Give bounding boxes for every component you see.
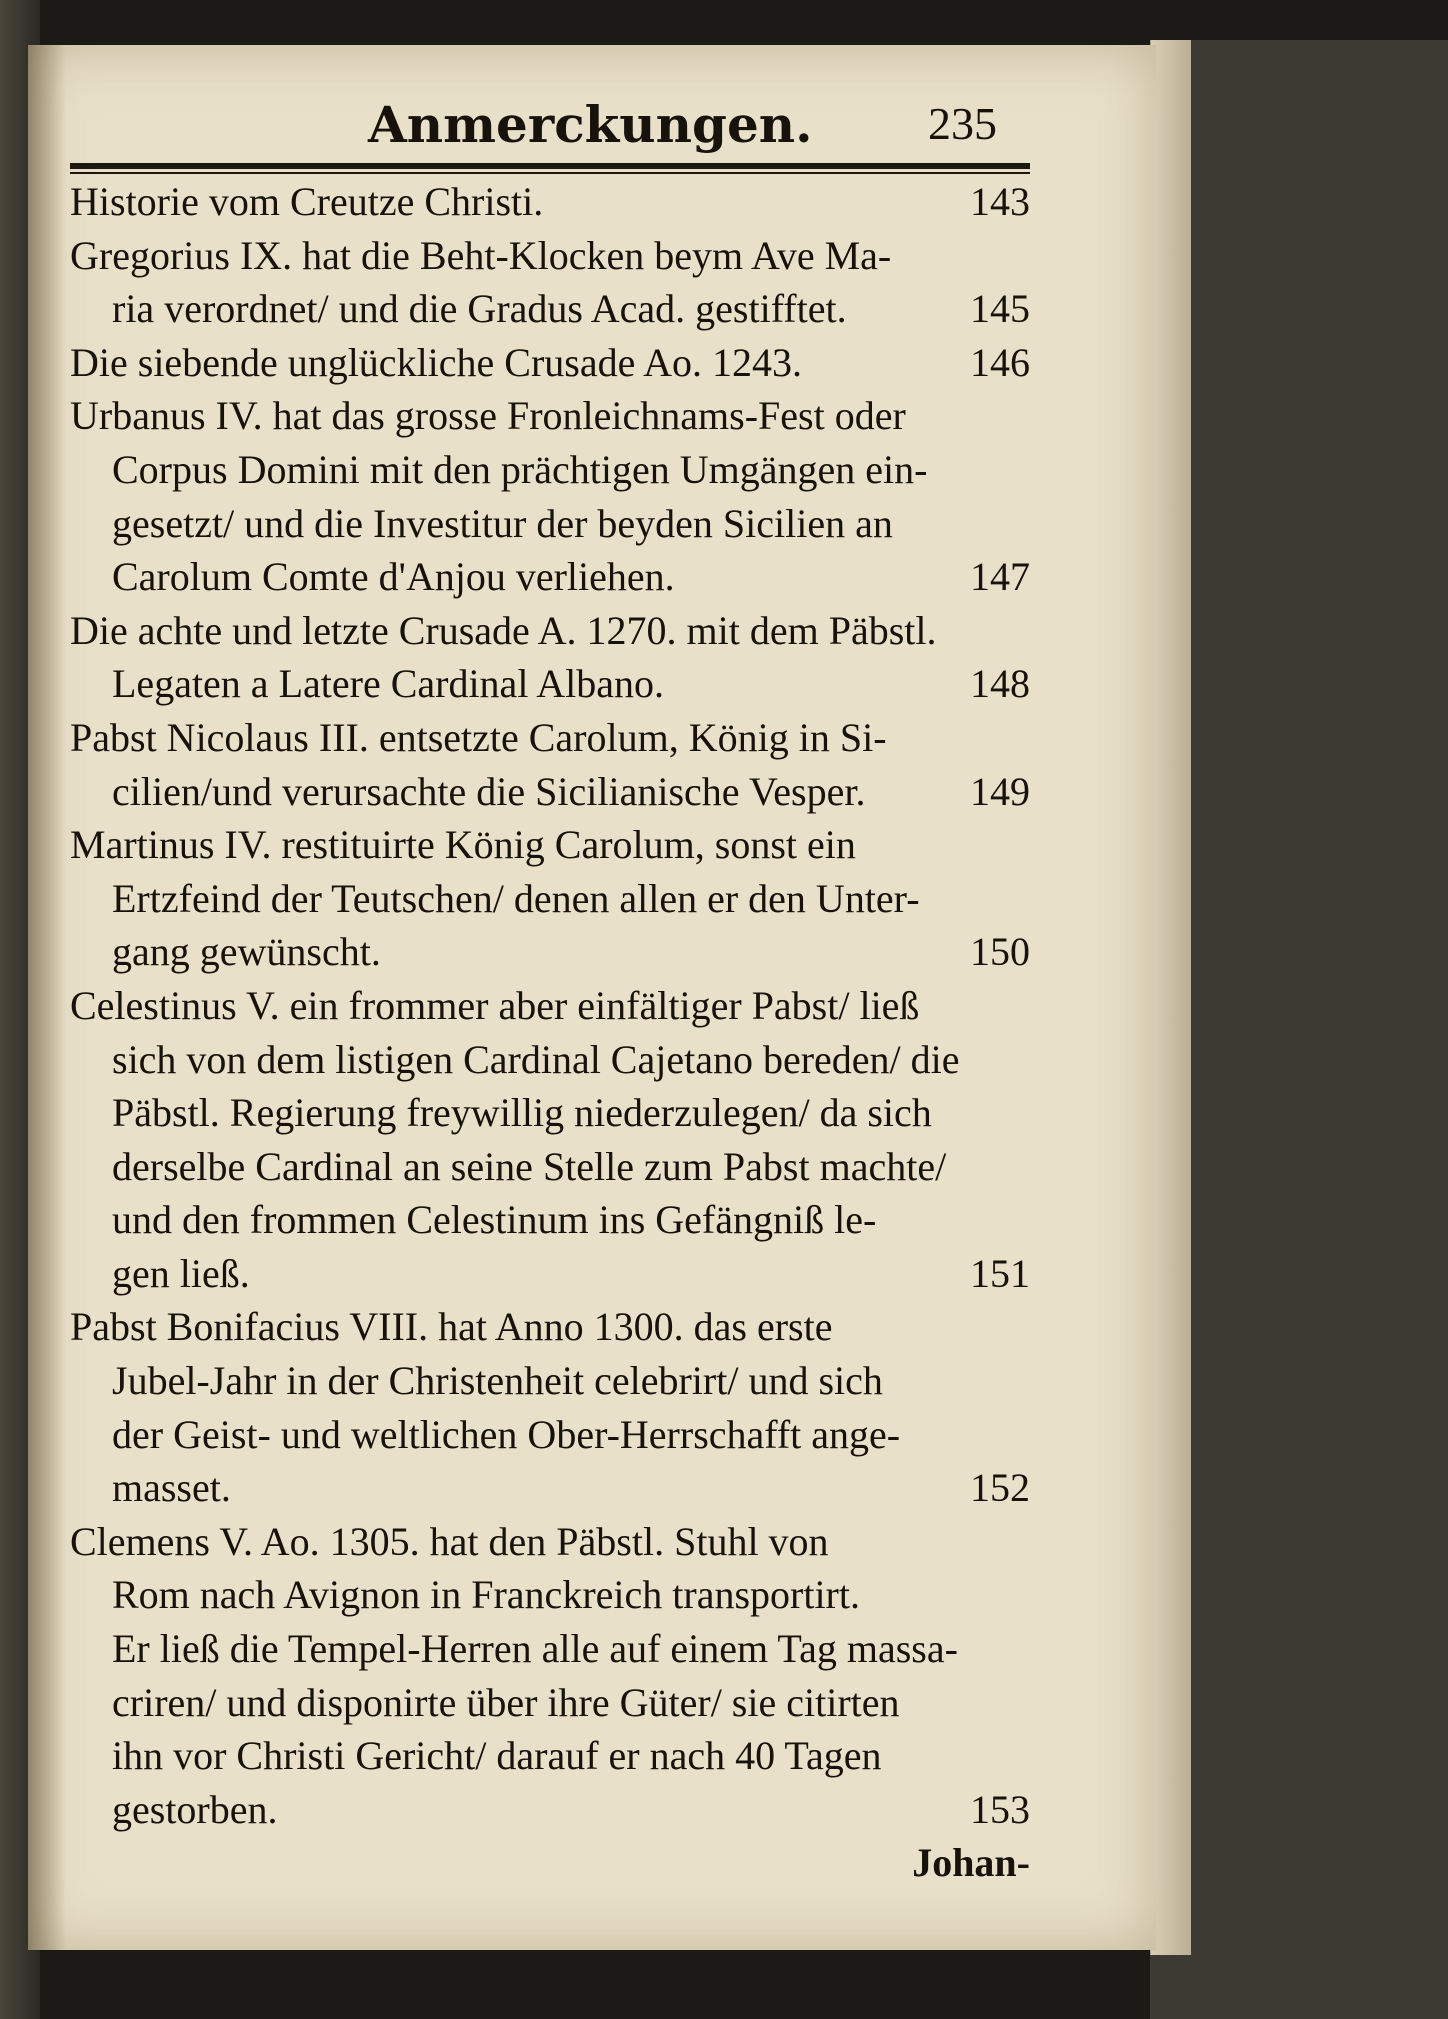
line-page-ref: 151 — [970, 1250, 1030, 1296]
text-line — [70, 175, 1030, 229]
line-text: criren/ und disponirte über ihre Güter/ sie citirten — [112, 1679, 900, 1725]
line-page-ref: 148 — [970, 661, 1030, 707]
text-line — [70, 1408, 1030, 1462]
line-page-ref: 152 — [970, 1465, 1030, 1511]
book-cover — [1150, 40, 1448, 2019]
header-rule — [70, 163, 1030, 174]
text-line — [70, 1193, 1030, 1247]
text-line — [70, 1461, 1030, 1515]
text-line — [70, 872, 1030, 926]
line-text: Historie vom Creutze Christi. — [70, 179, 544, 224]
text-line — [70, 711, 1030, 765]
line-text: der Geist- und weltlichen Ober-Herrschafft ange- — [112, 1411, 901, 1457]
line-text: und den frommen Celestinum ins Gefängniß le- — [112, 1197, 877, 1243]
line-text: ria verordnet/ und die Gradus Acad. gestifftet. — [112, 286, 847, 332]
text-line — [70, 818, 1030, 872]
page-number: 235 — [928, 98, 997, 149]
text-line — [70, 229, 1030, 283]
text-line — [70, 1568, 1030, 1622]
line-text: sich von dem listigen Cardinal Cajetano bereden/ die — [112, 1036, 960, 1082]
line-text: Er ließ die Tempel-Herren alle auf einem Tag massa- — [112, 1626, 958, 1672]
line-text: Ertzfeind der Teutschen/ denen allen er den Unter- — [112, 875, 920, 921]
text-line — [70, 497, 1030, 551]
text-line — [70, 979, 1030, 1033]
line-text: gesetzt/ und die Investitur der beyden Sicilien an — [112, 500, 893, 546]
entry-list — [70, 175, 1030, 1890]
line-text: Päbstl. Regierung freywillig niederzulegen/ da sich — [112, 1090, 932, 1136]
line-text: Clemens V. Ao. 1305. hat den Päbstl. Stuhl von — [70, 1518, 829, 1564]
text-line — [70, 282, 1030, 336]
text-line — [70, 1354, 1030, 1408]
line-text: Corpus Domini mit den prächtigen Umgängen ein- — [112, 446, 928, 492]
line-text: Jubel-Jahr in der Christenheit celebrirt/ und sich — [112, 1358, 883, 1404]
line-text: ihn vor Christi Gericht/ darauf er nach 40 Tagen — [112, 1733, 882, 1779]
line-text: Urbanus IV. hat das grosse Fronleichnams-Fest oder — [70, 393, 906, 439]
line-text: Pabst Nicolaus III. entsetzte Carolum, König in Si- — [70, 714, 887, 760]
text-line — [70, 443, 1030, 497]
running-title: Anmerckungen. — [368, 95, 813, 154]
line-text: gestorben. — [112, 1786, 278, 1832]
line-page-ref: 143 — [970, 179, 1030, 224]
text-line — [70, 389, 1030, 443]
text-line — [70, 1676, 1030, 1730]
page-header — [28, 95, 1156, 165]
line-text: gen ließ. — [112, 1250, 250, 1296]
line-text: masset. — [112, 1465, 231, 1511]
catchword: Johan- — [912, 1840, 1030, 1886]
text-line — [70, 550, 1030, 604]
text-line — [70, 604, 1030, 658]
line-text: Die achte und letzte Crusade A. 1270. mit dem Päbstl. — [70, 607, 937, 653]
line-text: Martinus IV. restituirte König Carolum, sonst ein — [70, 822, 856, 868]
line-text: cilien/und verursachte die Sicilianische Vesper. — [112, 768, 866, 814]
line-page-ref: 147 — [970, 554, 1030, 600]
page-edges — [1150, 40, 1191, 1955]
text-line — [70, 765, 1030, 819]
line-page-ref: 146 — [970, 339, 1030, 385]
text-line — [70, 1300, 1030, 1354]
text-line — [70, 336, 1030, 390]
text-line — [70, 925, 1030, 979]
text-line — [70, 1033, 1030, 1087]
text-line — [70, 1086, 1030, 1140]
book-page — [28, 45, 1156, 1950]
catchword-line — [70, 1836, 1030, 1890]
text-line — [70, 1622, 1030, 1676]
line-text: Gregorius IX. hat die Beht-Klocken beym Ave Ma- — [70, 232, 892, 278]
line-text: Rom nach Avignon in Franckreich transportirt. — [112, 1572, 860, 1618]
line-text: Pabst Bonifacius VIII. hat Anno 1300. das erste — [70, 1304, 833, 1350]
text-line — [70, 1515, 1030, 1569]
text-line — [70, 657, 1030, 711]
line-text: derselbe Cardinal an seine Stelle zum Pabst machte/ — [112, 1143, 947, 1189]
line-page-ref: 150 — [970, 929, 1030, 975]
line-text: Carolum Comte d'Anjou verliehen. — [112, 554, 675, 600]
line-text: Die siebende unglückliche Crusade Ao. 1243. — [70, 339, 803, 385]
text-line — [70, 1783, 1030, 1837]
text-line — [70, 1247, 1030, 1301]
text-line — [70, 1140, 1030, 1194]
line-page-ref: 145 — [970, 286, 1030, 332]
text-line — [70, 1729, 1030, 1783]
line-page-ref: 153 — [970, 1786, 1030, 1832]
line-page-ref: 149 — [970, 768, 1030, 814]
line-text: Celestinus V. ein frommer aber einfältiger Pabst/ ließ — [70, 982, 920, 1028]
line-text: gang gewünscht. — [112, 929, 381, 975]
line-text: Legaten a Latere Cardinal Albano. — [112, 661, 664, 707]
